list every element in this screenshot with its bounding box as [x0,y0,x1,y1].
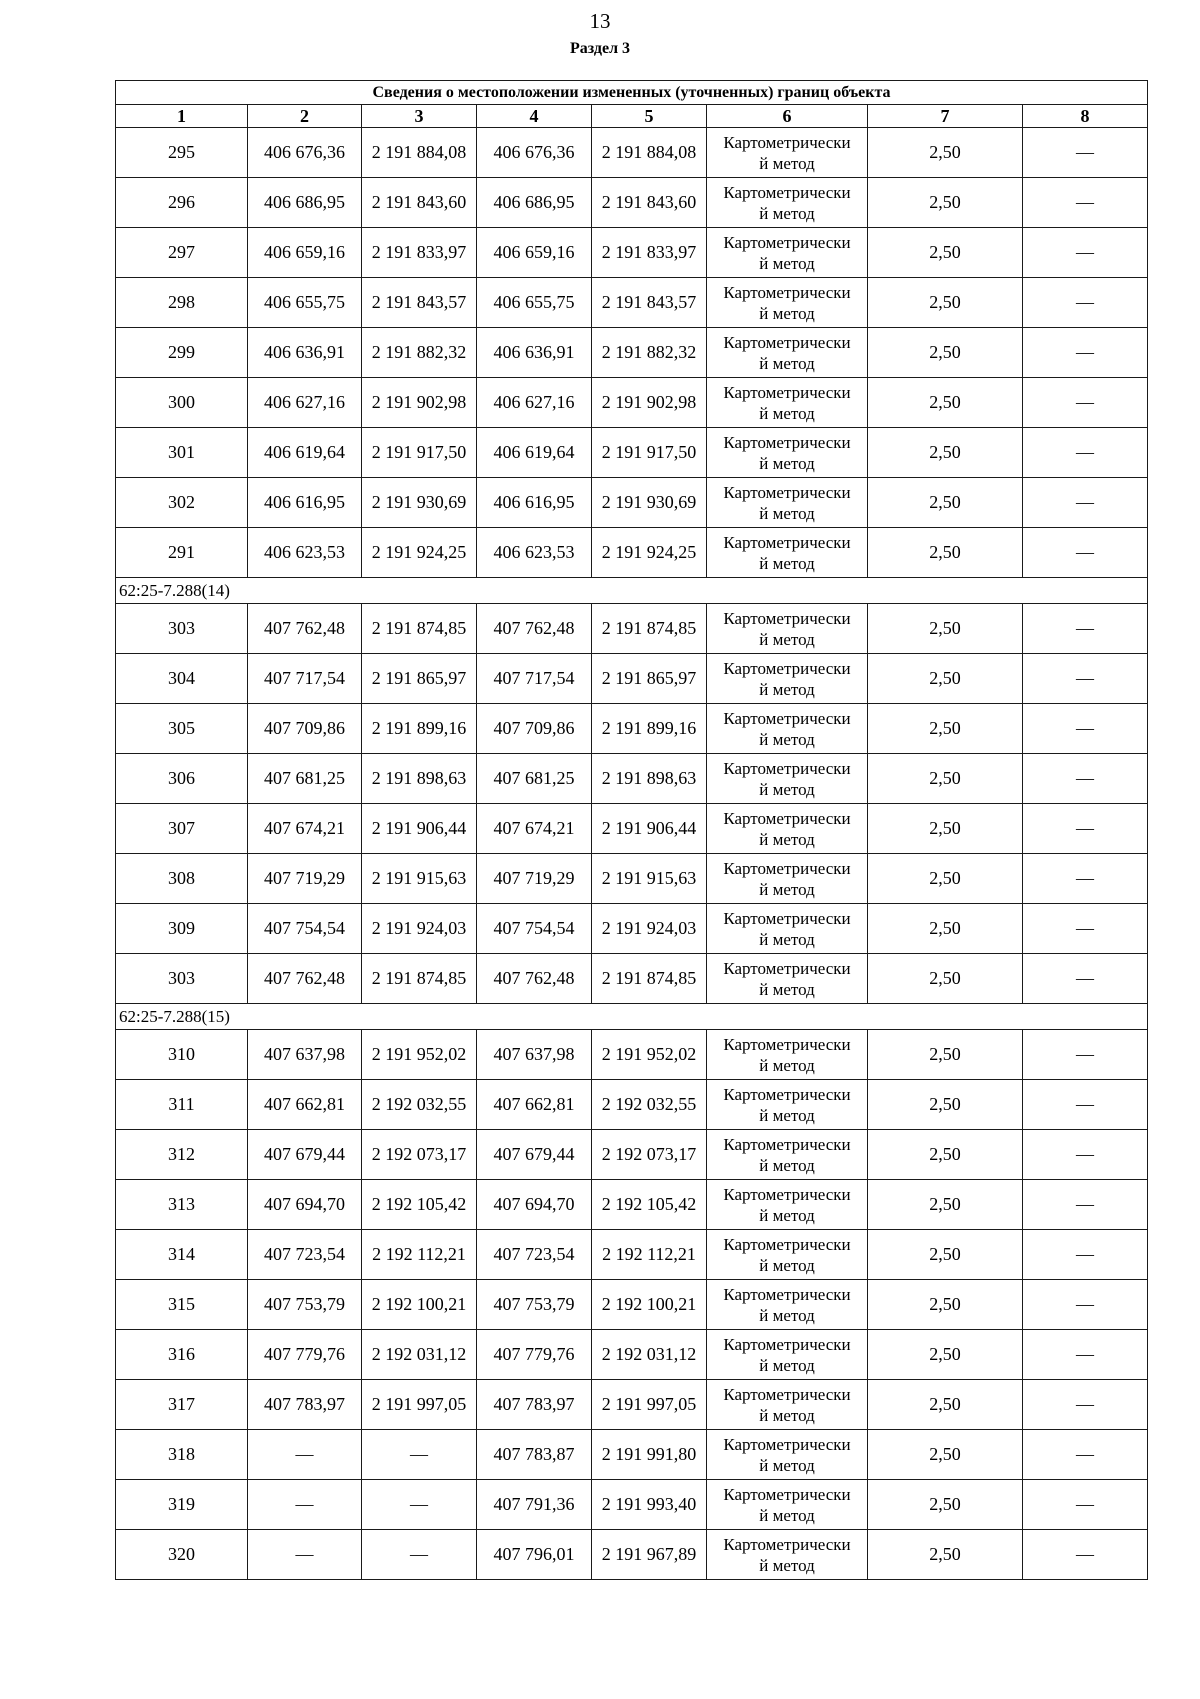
new-y-cell: 2 191 924,25 [592,528,707,578]
accuracy-cell: 2,50 [868,954,1023,1004]
column-number: 4 [477,105,592,128]
point-number-cell: 303 [116,954,248,1004]
new-x-cell: 407 762,48 [477,604,592,654]
accuracy-cell: 2,50 [868,654,1023,704]
method-cell: Картометрически й метод [707,1530,868,1580]
description-cell: — [1023,1280,1148,1330]
old-y-cell: — [362,1480,477,1530]
table-row [116,704,1148,754]
old-x-cell: 406 619,64 [248,428,362,478]
group-label: 62:25-7.288(14) [116,578,1148,604]
description-cell: — [1023,478,1148,528]
method-cell: Картометрически й метод [707,228,868,278]
old-x-cell: 407 762,48 [248,954,362,1004]
old-y-cell: 2 191 882,32 [362,328,477,378]
old-x-cell: 407 637,98 [248,1030,362,1080]
old-x-cell: 407 762,48 [248,604,362,654]
old-x-cell: 407 753,79 [248,1280,362,1330]
new-x-cell: 407 662,81 [477,1080,592,1130]
old-y-cell: 2 191 874,85 [362,954,477,1004]
table-row [116,1080,1148,1130]
new-y-cell: 2 191 917,50 [592,428,707,478]
description-cell: — [1023,1130,1148,1180]
new-y-cell: 2 192 032,55 [592,1080,707,1130]
new-y-cell: 2 191 991,80 [592,1430,707,1480]
old-y-cell: 2 191 833,97 [362,228,477,278]
point-number-cell: 304 [116,654,248,704]
new-x-cell: 407 754,54 [477,904,592,954]
point-number-cell: 308 [116,854,248,904]
table-row [116,378,1148,428]
table-row [116,804,1148,854]
old-x-cell: 407 754,54 [248,904,362,954]
new-y-cell: 2 191 967,89 [592,1530,707,1580]
accuracy-cell: 2,50 [868,1480,1023,1530]
point-number-cell: 309 [116,904,248,954]
old-y-cell: 2 191 865,97 [362,654,477,704]
old-x-cell: 407 679,44 [248,1130,362,1180]
method-cell: Картометрически й метод [707,854,868,904]
point-number-cell: 298 [116,278,248,328]
table-row [116,178,1148,228]
column-number: 8 [1023,105,1148,128]
new-x-cell: 407 779,76 [477,1330,592,1380]
description-cell: — [1023,1030,1148,1080]
method-cell: Картометрически й метод [707,478,868,528]
point-number-cell: 318 [116,1430,248,1480]
accuracy-cell: 2,50 [868,228,1023,278]
description-cell: — [1023,1480,1148,1530]
new-x-cell: 406 616,95 [477,478,592,528]
description-cell: — [1023,228,1148,278]
accuracy-cell: 2,50 [868,178,1023,228]
column-number: 6 [707,105,868,128]
new-x-cell: 407 753,79 [477,1280,592,1330]
method-cell: Картометрически й метод [707,1080,868,1130]
page-number: 13 [589,9,611,33]
old-x-cell: 407 681,25 [248,754,362,804]
table-row [116,1180,1148,1230]
method-cell: Картометрически й метод [707,1230,868,1280]
accuracy-cell: 2,50 [868,328,1023,378]
point-number-cell: 314 [116,1230,248,1280]
old-y-cell: 2 191 843,60 [362,178,477,228]
new-y-cell: 2 191 833,97 [592,228,707,278]
new-x-cell: 407 783,87 [477,1430,592,1480]
old-y-cell: 2 192 100,21 [362,1280,477,1330]
section-title: Раздел 3 [569,40,631,57]
description-cell: — [1023,328,1148,378]
table-row [116,604,1148,654]
new-x-cell: 407 694,70 [477,1180,592,1230]
point-number-cell: 316 [116,1330,248,1380]
new-x-cell: 407 709,86 [477,704,592,754]
new-y-cell: 2 191 997,05 [592,1380,707,1430]
accuracy-cell: 2,50 [868,528,1023,578]
accuracy-cell: 2,50 [868,1430,1023,1480]
old-x-cell: — [248,1480,362,1530]
point-number-cell: 296 [116,178,248,228]
table-row [116,478,1148,528]
new-x-cell: 407 762,48 [477,954,592,1004]
accuracy-cell: 2,50 [868,1180,1023,1230]
method-cell: Картометрически й метод [707,278,868,328]
group-header-row [116,1004,1148,1030]
new-y-cell: 2 191 898,63 [592,754,707,804]
old-y-cell: 2 192 031,12 [362,1330,477,1380]
old-y-cell: — [362,1430,477,1480]
old-y-cell: 2 191 898,63 [362,754,477,804]
table-row [116,1330,1148,1380]
point-number-cell: 301 [116,428,248,478]
accuracy-cell: 2,50 [868,478,1023,528]
description-cell: — [1023,128,1148,178]
description-cell: — [1023,278,1148,328]
table-row [116,278,1148,328]
new-x-cell: 407 637,98 [477,1030,592,1080]
old-y-cell: — [362,1530,477,1580]
table-row [116,854,1148,904]
accuracy-cell: 2,50 [868,1380,1023,1430]
point-number-cell: 312 [116,1130,248,1180]
table-row [116,128,1148,178]
point-number-cell: 305 [116,704,248,754]
old-y-cell: 2 192 073,17 [362,1130,477,1180]
old-x-cell: 406 623,53 [248,528,362,578]
method-cell: Картометрически й метод [707,1030,868,1080]
point-number-cell: 319 [116,1480,248,1530]
table-row [116,904,1148,954]
table-title-row [116,81,1148,105]
method-cell: Картометрически й метод [707,704,868,754]
accuracy-cell: 2,50 [868,704,1023,754]
method-cell: Картометрически й метод [707,378,868,428]
description-cell: — [1023,1380,1148,1430]
method-cell: Картометрически й метод [707,178,868,228]
old-x-cell: 406 636,91 [248,328,362,378]
table-body [116,128,1148,1580]
method-cell: Картометрически й метод [707,1430,868,1480]
new-x-cell: 407 791,36 [477,1480,592,1530]
description-cell: — [1023,854,1148,904]
description-cell: — [1023,1330,1148,1380]
point-number-cell: 306 [116,754,248,804]
table-row [116,1030,1148,1080]
new-x-cell: 406 623,53 [477,528,592,578]
description-cell: — [1023,378,1148,428]
new-x-cell: 407 679,44 [477,1130,592,1180]
point-number-cell: 310 [116,1030,248,1080]
accuracy-cell: 2,50 [868,1130,1023,1180]
description-cell: — [1023,704,1148,754]
point-number-cell: 320 [116,1530,248,1580]
old-y-cell: 2 192 105,42 [362,1180,477,1230]
column-number: 3 [362,105,477,128]
new-y-cell: 2 191 924,03 [592,904,707,954]
new-x-cell: 407 674,21 [477,804,592,854]
accuracy-cell: 2,50 [868,428,1023,478]
accuracy-cell: 2,50 [868,804,1023,854]
new-x-cell: 406 636,91 [477,328,592,378]
accuracy-cell: 2,50 [868,854,1023,904]
new-y-cell: 2 191 902,98 [592,378,707,428]
table-row [116,228,1148,278]
method-cell: Картометрически й метод [707,128,868,178]
old-y-cell: 2 191 930,69 [362,478,477,528]
description-cell: — [1023,1080,1148,1130]
method-cell: Картометрически й метод [707,328,868,378]
accuracy-cell: 2,50 [868,1080,1023,1130]
old-y-cell: 2 191 917,50 [362,428,477,478]
new-y-cell: 2 192 100,21 [592,1280,707,1330]
new-y-cell: 2 192 112,21 [592,1230,707,1280]
group-header-row [116,578,1148,604]
method-cell: Картометрически й метод [707,804,868,854]
old-y-cell: 2 191 899,16 [362,704,477,754]
new-y-cell: 2 191 843,60 [592,178,707,228]
method-cell: Картометрически й метод [707,428,868,478]
description-cell: — [1023,1180,1148,1230]
method-cell: Картометрически й метод [707,1330,868,1380]
new-y-cell: 2 191 865,97 [592,654,707,704]
old-x-cell: — [248,1530,362,1580]
group-label: 62:25-7.288(15) [116,1004,1148,1030]
new-x-cell: 407 796,01 [477,1530,592,1580]
new-x-cell: 407 681,25 [477,754,592,804]
accuracy-cell: 2,50 [868,754,1023,804]
method-cell: Картометрически й метод [707,1130,868,1180]
old-x-cell: 407 723,54 [248,1230,362,1280]
table-row [116,1380,1148,1430]
point-number-cell: 311 [116,1080,248,1130]
table-row [116,528,1148,578]
new-x-cell: 407 783,97 [477,1380,592,1430]
old-x-cell: 406 659,16 [248,228,362,278]
method-cell: Картометрически й метод [707,754,868,804]
description-cell: — [1023,654,1148,704]
old-x-cell: 407 662,81 [248,1080,362,1130]
point-number-cell: 295 [116,128,248,178]
accuracy-cell: 2,50 [868,128,1023,178]
point-number-cell: 317 [116,1380,248,1430]
table-row [116,1280,1148,1330]
description-cell: — [1023,1230,1148,1280]
method-cell: Картометрически й метод [707,1180,868,1230]
old-y-cell: 2 191 924,25 [362,528,477,578]
new-y-cell: 2 191 930,69 [592,478,707,528]
description-cell: — [1023,178,1148,228]
old-y-cell: 2 191 952,02 [362,1030,477,1080]
accuracy-cell: 2,50 [868,904,1023,954]
method-cell: Картометрически й метод [707,654,868,704]
new-y-cell: 2 191 884,08 [592,128,707,178]
old-x-cell: 407 783,97 [248,1380,362,1430]
new-y-cell: 2 192 105,42 [592,1180,707,1230]
old-x-cell: 407 709,86 [248,704,362,754]
new-y-cell: 2 192 031,12 [592,1330,707,1380]
table-row [116,1230,1148,1280]
new-x-cell: 406 627,16 [477,378,592,428]
new-x-cell: 406 686,95 [477,178,592,228]
accuracy-cell: 2,50 [868,1330,1023,1380]
new-y-cell: 2 191 915,63 [592,854,707,904]
old-x-cell: 407 719,29 [248,854,362,904]
old-y-cell: 2 191 874,85 [362,604,477,654]
point-number-cell: 300 [116,378,248,428]
coordinates-table [115,80,1148,1580]
old-x-cell: 407 674,21 [248,804,362,854]
table-title: Сведения о местоположении измененных (уточненных) границ объекта [116,81,1148,105]
new-y-cell: 2 191 843,57 [592,278,707,328]
new-y-cell: 2 192 073,17 [592,1130,707,1180]
column-number: 2 [248,105,362,128]
column-number-row [116,105,1148,128]
accuracy-cell: 2,50 [868,604,1023,654]
description-cell: — [1023,754,1148,804]
accuracy-cell: 2,50 [868,1530,1023,1580]
new-y-cell: 2 191 906,44 [592,804,707,854]
table-row [116,1530,1148,1580]
description-cell: — [1023,1430,1148,1480]
old-y-cell: 2 191 902,98 [362,378,477,428]
old-y-cell: 2 192 112,21 [362,1230,477,1280]
accuracy-cell: 2,50 [868,278,1023,328]
new-y-cell: 2 191 993,40 [592,1480,707,1530]
new-y-cell: 2 191 874,85 [592,954,707,1004]
old-x-cell: 407 694,70 [248,1180,362,1230]
point-number-cell: 299 [116,328,248,378]
column-number: 7 [868,105,1023,128]
new-x-cell: 407 723,54 [477,1230,592,1280]
new-y-cell: 2 191 899,16 [592,704,707,754]
point-number-cell: 315 [116,1280,248,1330]
method-cell: Картометрически й метод [707,528,868,578]
point-number-cell: 297 [116,228,248,278]
new-x-cell: 406 619,64 [477,428,592,478]
old-x-cell: 406 676,36 [248,128,362,178]
old-y-cell: 2 191 906,44 [362,804,477,854]
old-y-cell: 2 191 843,57 [362,278,477,328]
new-y-cell: 2 191 882,32 [592,328,707,378]
point-number-cell: 307 [116,804,248,854]
method-cell: Картометрически й метод [707,1380,868,1430]
old-x-cell: 407 779,76 [248,1330,362,1380]
new-x-cell: 406 676,36 [477,128,592,178]
table-row [116,1130,1148,1180]
description-cell: — [1023,1530,1148,1580]
accuracy-cell: 2,50 [868,1030,1023,1080]
accuracy-cell: 2,50 [868,1230,1023,1280]
old-y-cell: 2 192 032,55 [362,1080,477,1130]
description-cell: — [1023,604,1148,654]
old-x-cell: 406 655,75 [248,278,362,328]
description-cell: — [1023,528,1148,578]
description-cell: — [1023,428,1148,478]
point-number-cell: 313 [116,1180,248,1230]
accuracy-cell: 2,50 [868,1280,1023,1330]
method-cell: Картометрически й метод [707,904,868,954]
description-cell: — [1023,804,1148,854]
new-y-cell: 2 191 952,02 [592,1030,707,1080]
new-x-cell: 407 717,54 [477,654,592,704]
method-cell: Картометрически й метод [707,1480,868,1530]
old-y-cell: 2 191 997,05 [362,1380,477,1430]
accuracy-cell: 2,50 [868,378,1023,428]
old-y-cell: 2 191 924,03 [362,904,477,954]
point-number-cell: 303 [116,604,248,654]
old-x-cell: — [248,1430,362,1480]
method-cell: Картометрически й метод [707,954,868,1004]
old-y-cell: 2 191 884,08 [362,128,477,178]
old-x-cell: 406 686,95 [248,178,362,228]
method-cell: Картометрически й метод [707,1280,868,1330]
description-cell: — [1023,904,1148,954]
old-x-cell: 406 616,95 [248,478,362,528]
table-row [116,754,1148,804]
point-number-cell: 291 [116,528,248,578]
method-cell: Картометрически й метод [707,604,868,654]
old-x-cell: 406 627,16 [248,378,362,428]
new-x-cell: 406 655,75 [477,278,592,328]
table-row [116,428,1148,478]
new-y-cell: 2 191 874,85 [592,604,707,654]
new-x-cell: 406 659,16 [477,228,592,278]
table-row [116,328,1148,378]
table-row [116,1480,1148,1530]
column-number: 1 [116,105,248,128]
old-x-cell: 407 717,54 [248,654,362,704]
description-cell: — [1023,954,1148,1004]
new-x-cell: 407 719,29 [477,854,592,904]
old-y-cell: 2 191 915,63 [362,854,477,904]
table-row [116,654,1148,704]
column-number: 5 [592,105,707,128]
table-row [116,1430,1148,1480]
table-row [116,954,1148,1004]
point-number-cell: 302 [116,478,248,528]
